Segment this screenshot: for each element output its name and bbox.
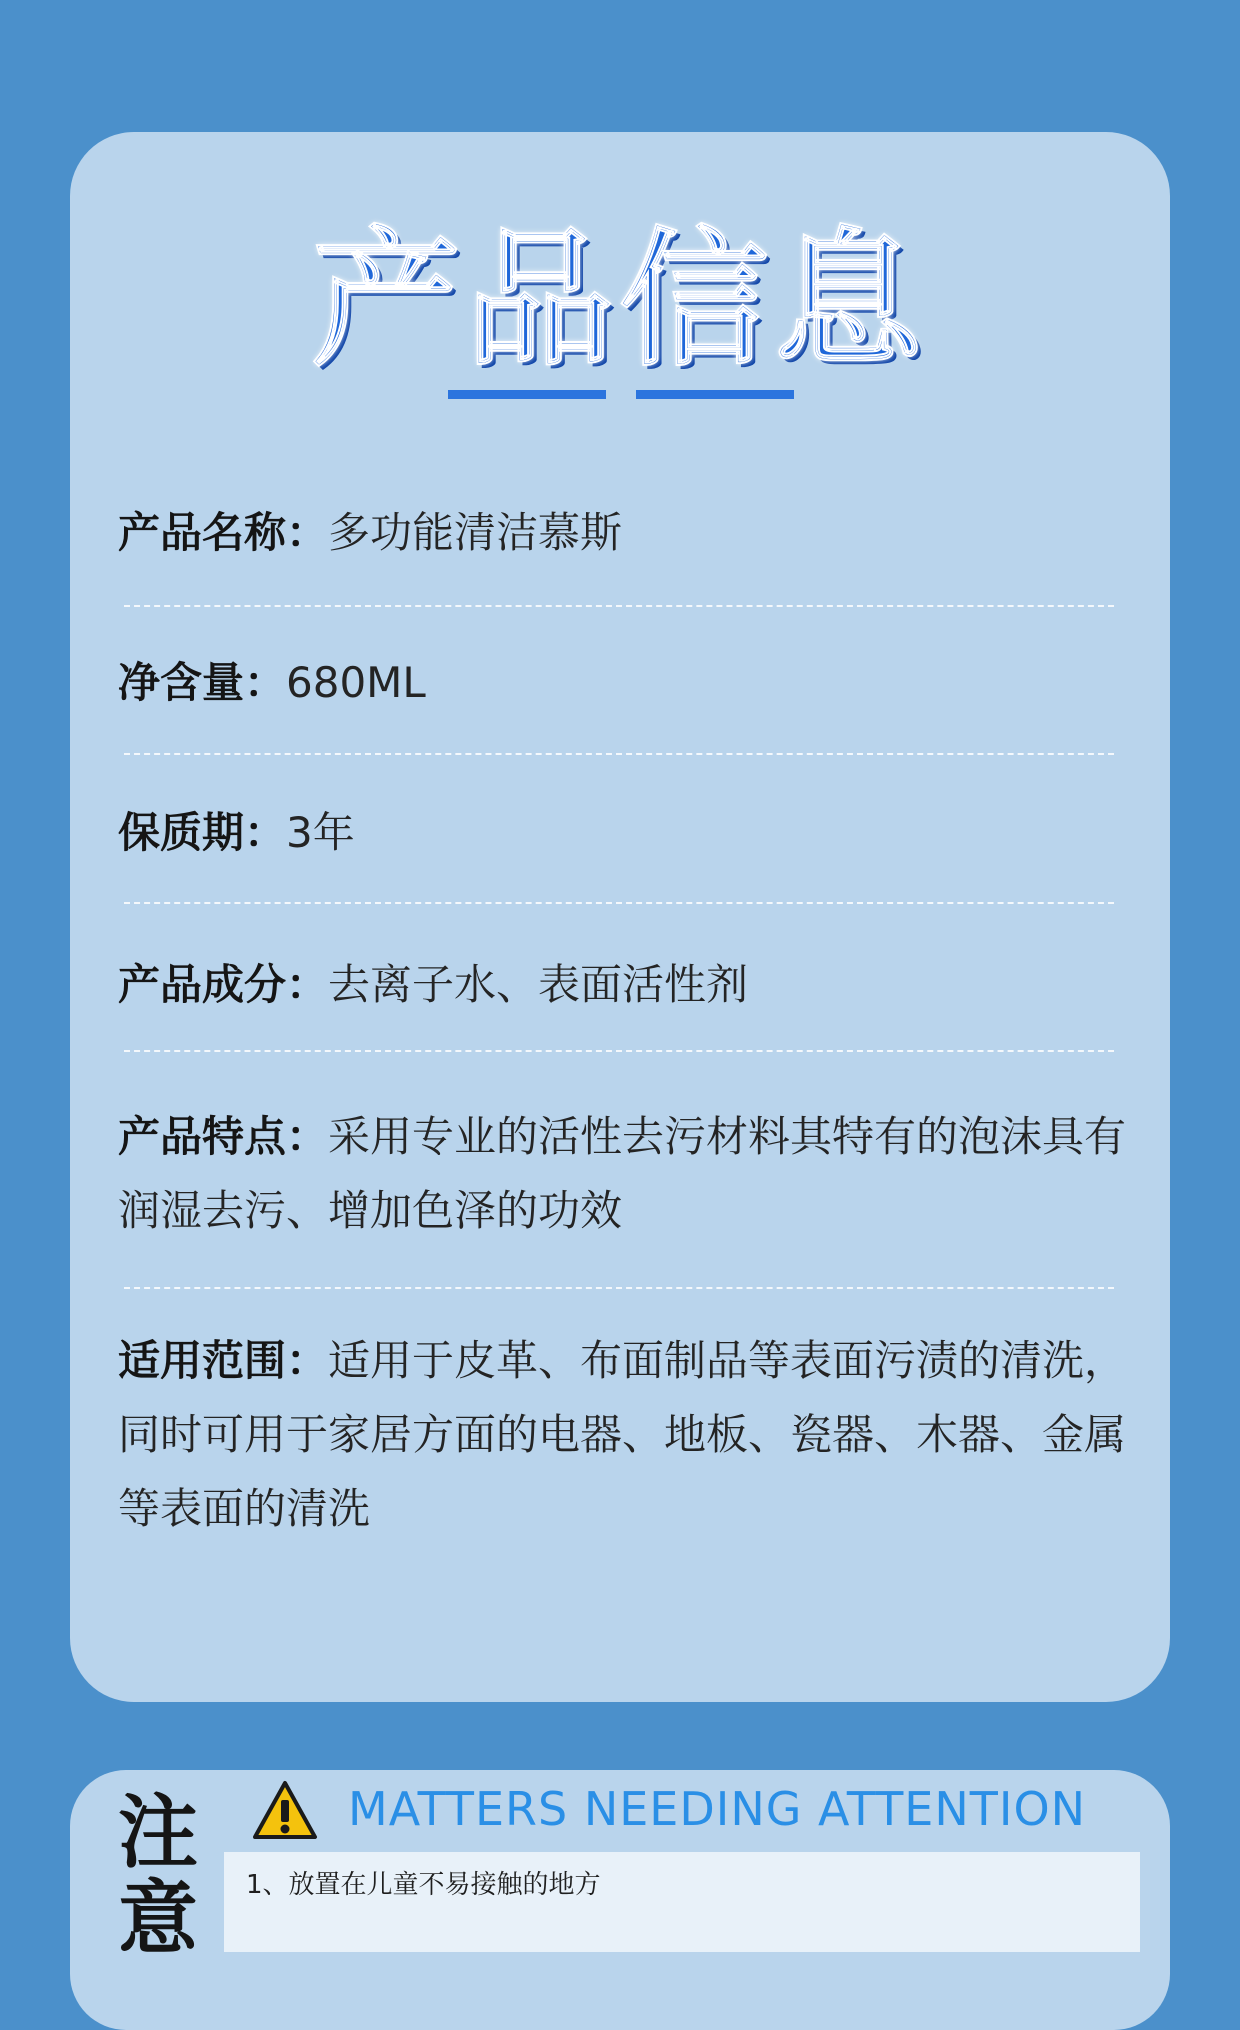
divider (124, 902, 1114, 904)
info-row-name (118, 496, 1128, 570)
info-row-ingredients (118, 948, 1128, 1022)
info-row-volume (118, 646, 1128, 720)
info-row-scope (118, 1324, 1128, 1546)
warning-icon (252, 1780, 318, 1840)
row-value: 3年 (286, 808, 355, 857)
attention-title-cn: 注意 (118, 1786, 198, 1965)
title-underline-right (636, 390, 794, 399)
attention-title-en: MATTERS NEEDING ATTENTION (348, 1782, 1087, 1836)
attention-item: 1、放置在儿童不易接触的地方 (246, 1870, 601, 1900)
row-value: 采用专业的活性去污材料其特有的泡沫具有润湿去污、增加色泽的功效 (118, 1112, 1127, 1235)
divider (124, 1050, 1114, 1052)
row-value: 680ML (286, 658, 426, 707)
divider (124, 1287, 1114, 1289)
row-label: 净含量： (118, 658, 287, 707)
row-label: 产品成分： (118, 960, 329, 1009)
row-label: 适用范围： (118, 1336, 329, 1385)
title-underline-left (448, 390, 606, 399)
row-label: 产品特点： (118, 1112, 329, 1161)
info-row-shelf-life (118, 796, 1128, 870)
row-label: 产品名称： (118, 508, 329, 557)
row-label: 保质期： (118, 808, 287, 857)
divider (124, 605, 1114, 607)
row-value: 去离子水、表面活性剂 (328, 960, 749, 1009)
info-row-features (118, 1100, 1128, 1248)
row-value: 适用于皮革、布面制品等表面污渍的清洗，同时可用于家居方面的电器、地板、瓷器、木器、金属等表面的清洗 (118, 1336, 1127, 1533)
row-value: 多功能清洁慕斯 (328, 508, 623, 557)
page-title: 产品信息 (312, 214, 928, 386)
divider (124, 753, 1114, 755)
